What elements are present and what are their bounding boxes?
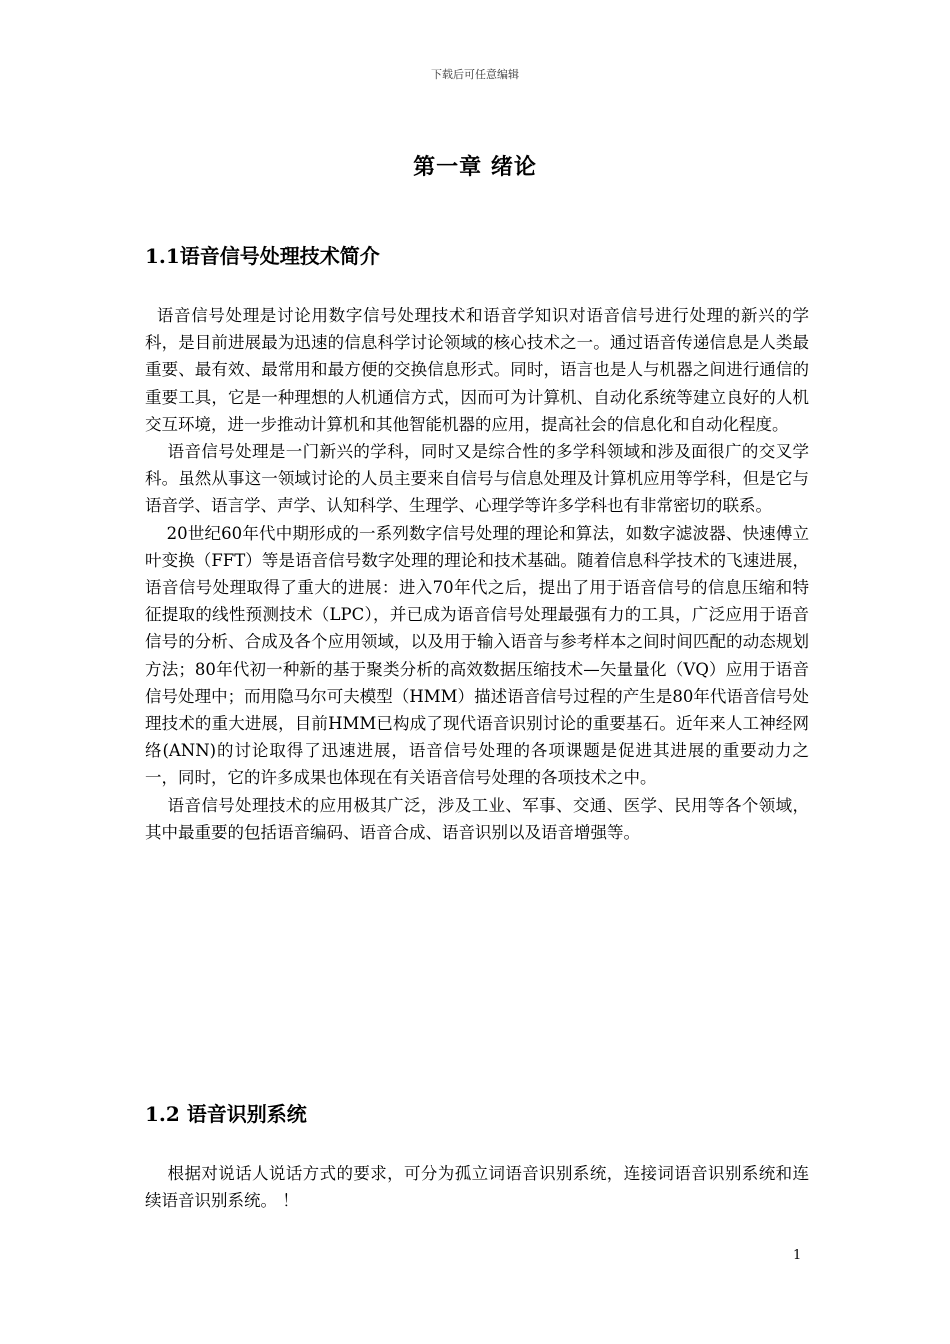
chapter-title: 第一章 绪论	[413, 154, 537, 180]
paragraph: 根据对说话人说话方式的要求，可分为孤立词语音识别系统，连接词语音识别系统和连续语音识别系统。 ！	[145, 1164, 809, 1211]
section-1-2-body	[145, 1160, 809, 1214]
page-header-note: 下载后可任意编辑	[431, 68, 519, 81]
section-heading-1-1: 1.1语音信号处理技术简介	[145, 244, 380, 268]
paragraph: 语音信号处理技术的应用极其广泛，涉及工业、军事、交通、医学、民用等各个领域，其中最重要的包括语音编码、语音合成、语音识别以及语音增强等。	[145, 795, 809, 842]
paragraph: 语音信号处理是一门新兴的学科，同时又是综合性的多学科领域和涉及面很广的交叉学科。虽然从事这一领域讨论的人员主要来自信号与信息处理及计算机应用等学科，但是它与语音学、语言学、声学、认知科学、生理学、心理学等许多学科也有非常密切的联系。	[145, 442, 809, 516]
section-heading-1-2: 1.2 语音识别系统	[145, 1102, 307, 1126]
paragraph: 语音信号处理是讨论用数字信号处理技术和语音学知识对语音信号进行处理的新兴的学科，是目前进展最为迅速的信息科学讨论领域的核心技术之一。通过语音传递信息是人类最重要、最有效、最常用和最方便的交换信息形式。同时，语言也是人与机器之间进行通信的重要工具，它是一种理想的人机通信方式，因而可为计算机、自动化系统等建立良好的人机交互环境，进一步推动计算机和其他智能机器的应用，提高社会的信息化和自动化程度。	[145, 306, 810, 434]
page-number: 1	[793, 1248, 802, 1263]
paragraph: 20世纪60年代中期形成的一系列数字信号处理的理论和算法，如数字滤波器、快速傅立叶变换（FFT）等是语音信号数字处理的理论和技术基础。随着信息科学技术的飞速进展，语音信号处理取得了重大的进展：进入70年代之后，提出了用于语音信号的信息压缩和特征提取的线性预测技术（LPC），并已成为语音信号处理最强有力的工具，广泛应用于语音信号的分析、合成及各个应用领域，以及用于输入语音与参考样本之间时间匹配的动态规划方法；80年代初一种新的基于聚类分析的高效数据压缩技术—矢量量化（VQ）应用于语音信号处理中；而用隐马尔可夫模型（HMM）描述语音信号过程的产生是80年代语音信号处理技术的重大进展，目前HMM已构成了现代语音识别讨论的重要基石。近年来人工神经网络(ANN)的讨论取得了迅速进展，语音信号处理的各项课题是促进其进展的重要动力之一，同时，它的许多成果也体现在有关语音信号处理的各项技术之中。	[145, 523, 809, 788]
section-1-1-body	[145, 302, 809, 846]
